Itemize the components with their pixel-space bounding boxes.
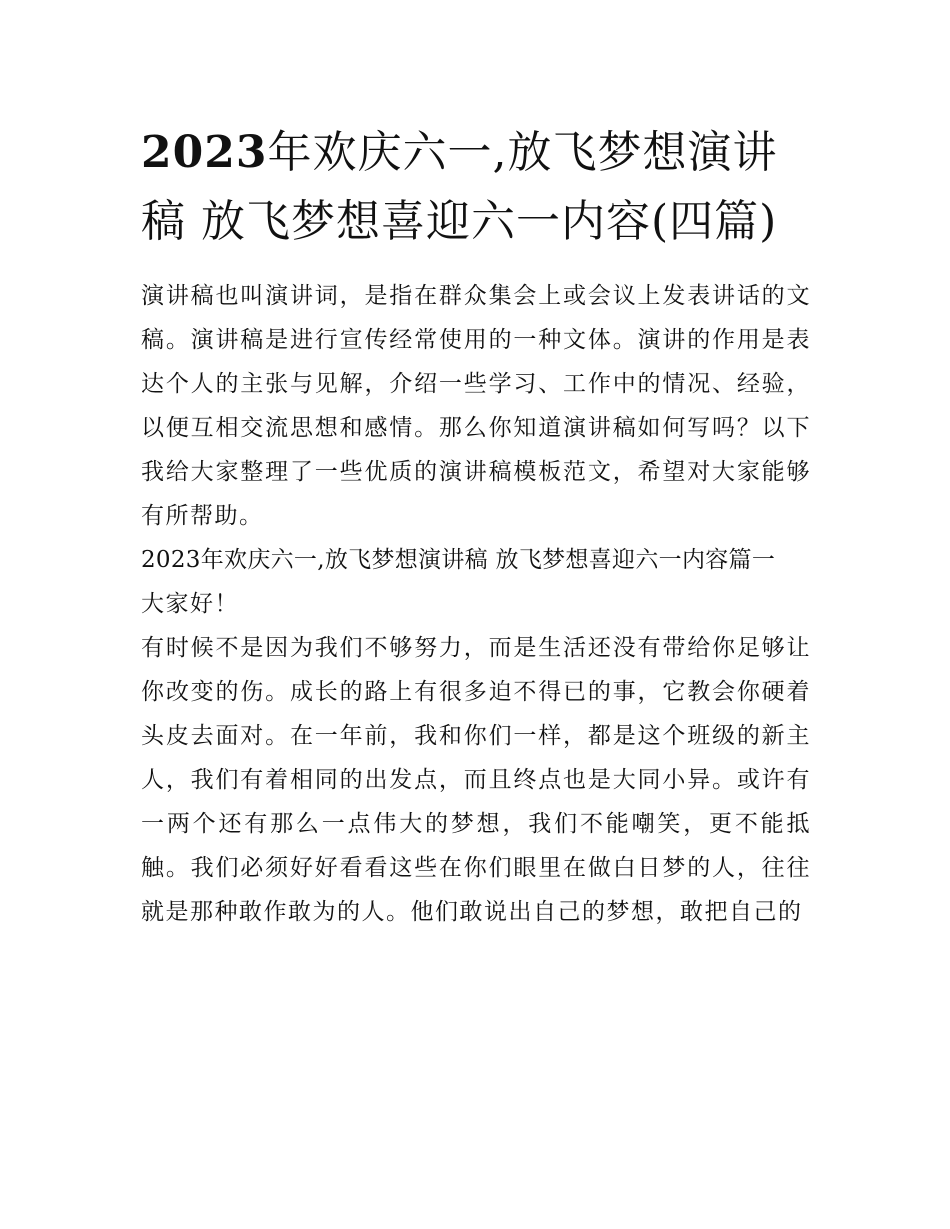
document-body: [141, 274, 811, 934]
body-paragraph: 有时候不是因为我们不够努力，而是生活还没有带给你足够让你改变的伤。成长的路上有很多迫不得已的事，它教会你硬着头皮去面对。在一年前，我和你们一样，都是这个班级的新主人，我们有着相同的出发点，而且终点也是大同小异。或许有一两个还有那么一点伟大的梦想，我们不能嘲笑，更不能抵触。我们必须好好看看这些在你们眼里在做白日梦的人，往往就是那种敢作敢为的人。他们敢说出自己的梦想，敢把自己的: [141, 635, 811, 925]
greeting-paragraph: 大家好！: [141, 591, 239, 617]
document-title: [141, 118, 811, 256]
section-heading: 2023年欢庆六一,放飞梦想演讲稿 放飞梦想喜迎六一内容篇一: [141, 547, 776, 573]
title-year: 2023: [141, 127, 268, 178]
document-page: [141, 118, 811, 934]
title-text: 年欢庆六一,放飞梦想演讲稿 放飞梦想喜迎六一内容(四篇): [141, 127, 778, 247]
intro-paragraph: 演讲稿也叫演讲词，是指在群众集会上或会议上发表讲话的文稿。演讲稿是进行宣传经常使用的一种文体。演讲的作用是表达个人的主张与见解，介绍一些学习、工作中的情况、经验，以便互相交流思想和感情。那么你知道演讲稿如何写吗？以下我给大家整理了一些优质的演讲稿模板范文，希望对大家能够有所帮助。: [141, 283, 811, 529]
